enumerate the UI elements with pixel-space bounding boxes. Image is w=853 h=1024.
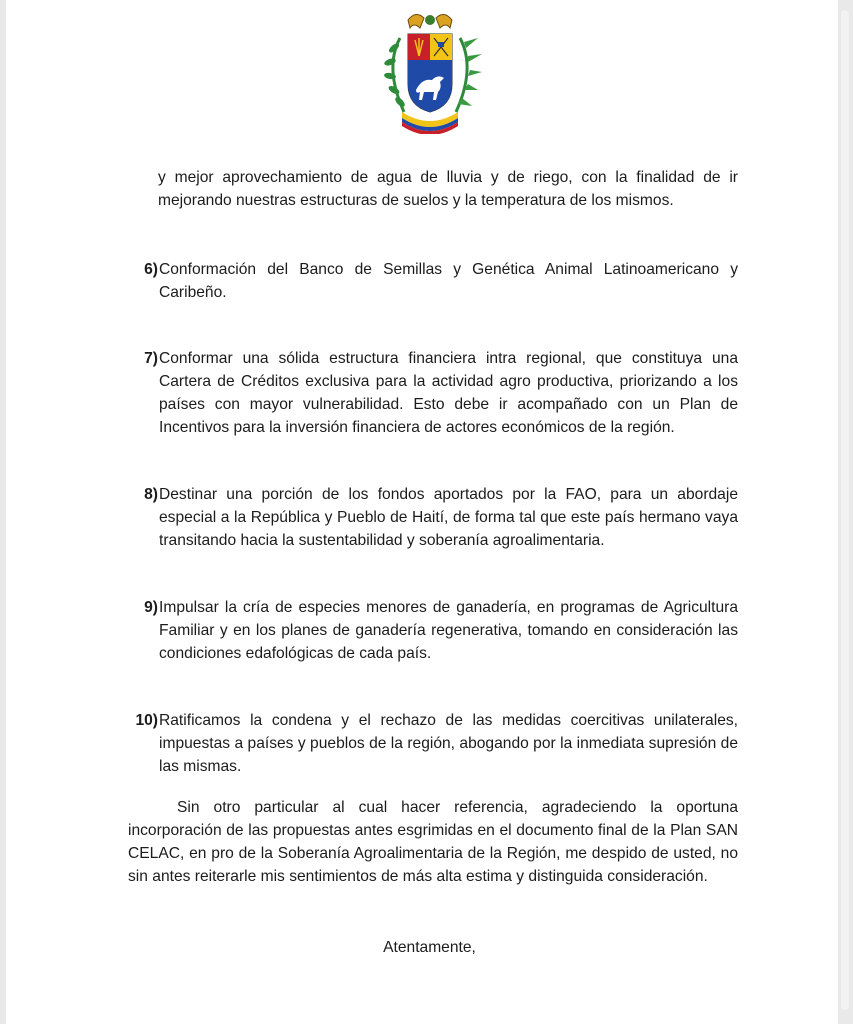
list-item xyxy=(128,709,738,778)
list-item xyxy=(128,347,738,439)
item-number: 6) xyxy=(144,261,158,278)
coat-of-arms-icon xyxy=(378,8,482,134)
item-number: 7) xyxy=(144,350,158,367)
item-number: 10) xyxy=(135,712,158,729)
item-number: 8) xyxy=(144,486,158,503)
paragraph-continuation: y mejor aprovechamiento de agua de lluvia y de riego, con la finalidad de ir mejorando nuestras estructuras de suelos y la temperatura de los mismos. xyxy=(158,169,738,209)
list-item xyxy=(128,596,738,665)
document-page xyxy=(6,0,838,1024)
list-item xyxy=(128,483,738,552)
item-number: 9) xyxy=(144,599,158,616)
item-text: Destinar una porción de los fondos aportados por la FAO, para un abordaje especial a la República y Pueblo de Haití, de forma tal que este país hermano vaya transitando hacia la sustentabilidad y soberanía agroalimentaria. xyxy=(159,486,738,549)
closing-paragraph: Sin otro particular al cual hacer referencia, agradeciendo la oportuna incorporación de las propuestas antes esgrimidas en el documento final de la Plan SAN CELAC, en pro de la Soberanía Agroalimentaria de la Región, me despido de usted, no sin antes reiterarle mis sentimientos de más alta estima y distinguida consideración. xyxy=(128,799,738,885)
scrollbar[interactable] xyxy=(841,10,849,1010)
item-text: Impulsar la cría de especies menores de ganadería, en programas de Agricultura Familiar y en los planes de ganadería regenerativa, tomando en consideración las condiciones edafológicas de cada país. xyxy=(159,599,738,662)
item-text: Ratificamos la condena y el rechazo de las medidas coercitivas unilaterales, impuestas a países y pueblos de la región, abogando por la inmediata supresión de las mismas. xyxy=(159,712,738,775)
signoff: Atentamente, xyxy=(383,939,476,956)
list-item xyxy=(128,258,738,304)
item-text: Conformación del Banco de Semillas y Genética Animal Latinoamericano y Caribeño. xyxy=(159,261,738,301)
item-text: Conformar una sólida estructura financiera intra regional, que constituya una Cartera de Créditos exclusiva para la actividad agro productiva, priorizando a los países con mayor vulnerabilidad. Esto debe ir acompañado con un Plan de Incentivos para la inversión financiera de actores económicos de la región. xyxy=(159,350,738,436)
